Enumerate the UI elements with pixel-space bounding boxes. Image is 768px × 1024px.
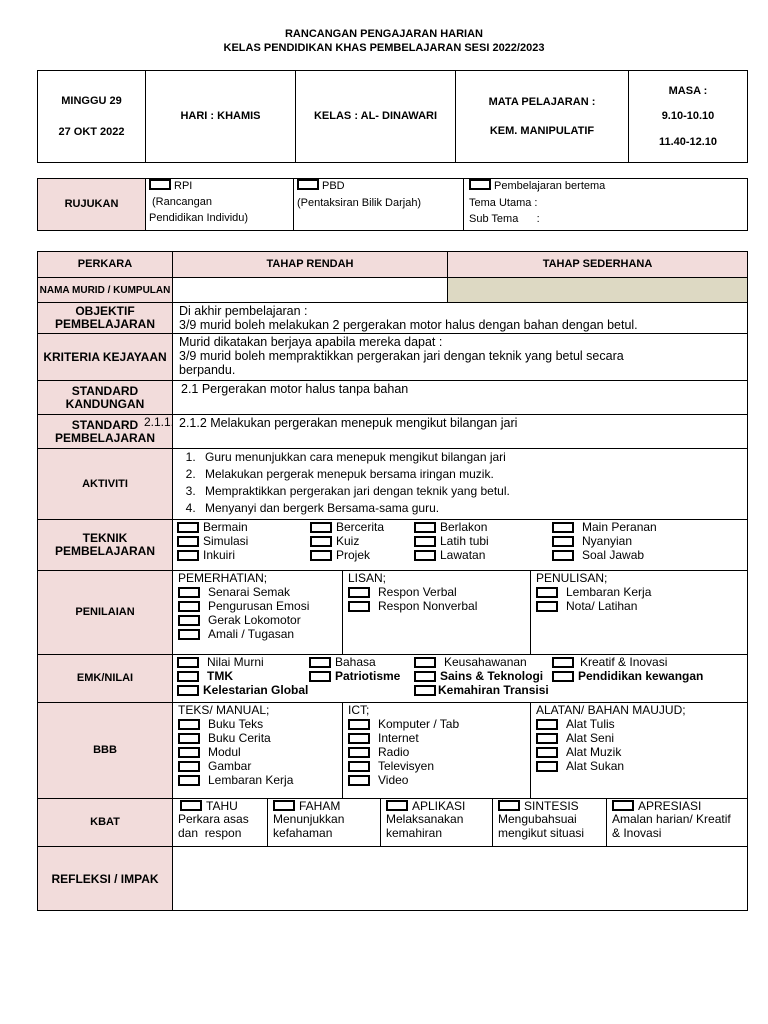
checkbox[interactable] [310,536,332,547]
kbat-head: APLIKASI [412,798,466,813]
kbat-desc-2: kefahaman [273,826,333,840]
alatan-col [531,703,691,798]
kbat-desc-2: kemahiran [386,826,443,840]
kbat-desc-1: Amalan harian/ Kreatif [612,812,731,826]
checkbox[interactable] [273,800,295,811]
kbat-content [173,799,748,847]
ict-item: Video [378,773,409,787]
lisan-head: LISAN; [348,571,387,585]
checkbox[interactable] [178,629,200,640]
aktiviti-list [173,449,747,517]
checkbox[interactable] [180,800,202,811]
rpi-desc-1: (Rancangan [152,196,212,208]
checkbox[interactable] [414,657,436,668]
pemerhatian-item: Amali / Tugasan [208,627,295,641]
checkbox[interactable] [414,522,436,533]
masa-cell [629,71,748,163]
penilaian-content [173,571,748,655]
teks-item: Buku Teks [208,717,264,731]
checkbox[interactable] [177,522,199,533]
teknik-item: Projek [336,548,371,562]
mata-pelajaran-label: MATA PELAJARAN : [488,95,596,108]
aktiviti-content [173,449,748,520]
checkbox[interactable] [178,587,200,598]
aktiviti-item: 4. Menyanyi dan bergerk Bersama-sama guru. [199,500,747,517]
ict-item: Internet [378,731,419,745]
kbat-desc-2: dan respon [178,826,242,840]
penilaian-label: PENILAIAN [38,571,173,655]
emk-item: Keusahawanan [444,655,527,669]
bertema-cell [464,179,748,231]
checkbox[interactable] [348,601,370,612]
kbat-desc-1: Melaksanakan [386,812,464,826]
checkbox[interactable] [498,800,520,811]
nama-murid-sederhana[interactable] [448,278,748,303]
kbat-desc-2: mengikut situasi [498,826,585,840]
kriteria-content [173,334,748,381]
kbat-head: TAHU [206,798,238,813]
sp-overlap: 2.1.1. [143,415,174,429]
teks-item: Modul [208,745,241,759]
checkbox[interactable] [348,587,370,598]
rpi-checkbox[interactable] [149,179,171,190]
objektif-line-2: 3/9 murid boleh melakukan 2 pergerakan motor halus dengan bahan dengan betul. [179,318,638,332]
kelas-cell [296,71,456,163]
perkara-header: PERKARA [38,252,173,278]
checkbox[interactable] [309,671,331,682]
rujukan-label: RUJUKAN [38,179,146,231]
checkbox[interactable] [177,671,199,682]
pemerhatian-head: PEMERHATIAN; [178,571,268,585]
ict-item: Televisyen [378,759,435,773]
aktiviti-item: 3. Mempraktikkan pergerakan jari dengan teknik yang betul. [199,483,747,500]
checkbox[interactable] [348,719,370,730]
teknik-item: Latih tubi [440,534,489,548]
ict-item: Komputer / Tab [378,717,460,731]
checkbox[interactable] [612,800,634,811]
penulisan-item: Lembaran Kerja [566,585,652,599]
checkbox[interactable] [414,685,436,696]
teknik-item: Inkuiri [203,548,236,562]
objektif-line-1: Di akhir pembelajaran : [179,304,308,318]
tema-utama: Tema Utama : [469,197,538,209]
bbb-content [173,703,748,799]
sk-content: 2.1 Pergerakan motor halus tanpa bahan [173,381,748,415]
emk-label: EMK/NILAI [38,655,173,703]
hari-cell [146,71,296,163]
teknik-col-1 [177,520,310,562]
checkbox[interactable] [177,685,199,696]
kbat-faham [268,799,381,846]
emk-content [173,655,748,703]
teknik-item: Main Peranan [582,520,657,534]
rpi-cell [146,179,294,231]
emk-item: Kemahiran Transisi [438,683,549,697]
emk-item: Sains & Teknologi [440,669,544,683]
pbd-desc: (Pentaksiran Bilik Darjah) [297,197,422,209]
checkbox[interactable] [310,522,332,533]
teks-head: TEKS/ MANUAL; [178,703,270,717]
kriteria-line-1: Murid dikatakan berjaya apabila mereka dapat : [179,335,443,349]
emk-item: Kreatif & Inovasi [580,655,668,669]
nama-murid-label: NAMA MURID / KUMPULAN [38,278,173,303]
emk-item: TMK [207,669,233,683]
checkbox[interactable] [552,536,574,547]
teknik-content [173,520,748,571]
lisan-item: Respon Verbal [378,585,457,599]
mata-pelajaran: KEM. MANIPULATIF [489,124,595,137]
teknik-col-3 [414,520,552,562]
kbat-tahu [173,799,268,846]
checkbox[interactable] [414,536,436,547]
tahap-rendah-header: TAHAP RENDAH [173,252,448,278]
kriteria-line-2: 3/9 murid boleh mempraktikkan pergerakan jari dengan teknik yang betul secara [179,349,624,363]
pbd-checkbox[interactable] [297,179,319,190]
penulisan-head: PENULISAN; [536,571,608,585]
kbat-head: APRESIASI [638,798,702,813]
teks-item: Lembaran Kerja [208,773,294,787]
checkbox[interactable] [177,536,199,547]
teks-item: Gambar [208,759,252,773]
masa-2: 11.40-12.10 [658,135,718,148]
checkbox[interactable] [414,550,436,561]
main-table [37,251,748,911]
kbat-apresiasi [607,799,736,846]
teks-item: Buku Cerita [208,731,271,745]
masa-label: MASA : [668,84,708,97]
teks-col [173,703,343,798]
pemerhatian-item: Senarai Semak [208,585,291,599]
alatan-item: Alat Sukan [566,759,625,773]
nama-murid-rendah[interactable] [173,278,448,303]
ict-col [343,703,531,798]
emk-item: Kelestarian Global [203,683,309,697]
penulisan-item: Nota/ Latihan [566,599,638,613]
teknik-item: Soal Jawab [582,548,645,562]
minggu-cell [38,71,146,163]
pbd-label: PBD [322,180,345,192]
kbat-desc-1: Menunjukkan [273,812,345,826]
mata-pelajaran-cell [456,71,629,163]
objektif-content [173,303,748,334]
checkbox[interactable] [178,615,200,626]
sp-label: STANDARD PEMBELAJARAN [54,417,155,445]
refleksi-label: REFLEKSI / IMPAK [38,847,173,911]
minggu: MINGGU 29 [61,94,122,107]
ict-head: ICT; [348,703,370,717]
teknik-item: Kuiz [336,534,360,548]
kelas: KELAS : AL- DINAWARI [313,110,438,123]
info-table [37,70,748,163]
checkbox[interactable] [552,657,574,668]
teknik-item: Lawatan [440,548,486,562]
checkbox[interactable] [552,671,574,682]
teknik-item: Simulasi [203,534,249,548]
checkbox[interactable] [177,657,199,668]
emk-item: Patriotisme [335,669,401,683]
checkbox[interactable] [536,719,558,730]
bbb-label: BBB [38,703,173,799]
doc-title-line1: RANCANGAN PENGAJARAN HARIAN [284,28,483,40]
alatan-item: Alat Seni [566,731,615,745]
aktiviti-item: 1. Guru menunjukkan cara menepuk mengikut bilangan jari [199,449,747,466]
rpi-desc-2: Pendidikan Individu) [149,212,249,224]
aktiviti-item: 2. Melakukan pergerak menepuk bersama iringan muzik. [199,466,747,483]
checkbox[interactable] [178,719,200,730]
rpi-label: RPI [174,180,193,192]
lisan-item: Respon Nonverbal [378,599,478,613]
checkbox[interactable] [552,550,574,561]
teknik-item: Bermain [203,520,248,534]
penulisan-col [531,571,656,654]
checkbox[interactable] [310,550,332,561]
refleksi-content[interactable] [173,847,748,911]
doc-title-line2: KELAS PENDIDIKAN KHAS PEMBELAJARAN SESI 2022/2023 [223,42,545,54]
checkbox[interactable] [178,761,200,772]
checkbox[interactable] [348,775,370,786]
sub-tema: Sub Tema : [469,213,540,225]
teknik-col-4 [552,520,657,562]
kbat-desc-2: & Inovasi [612,826,662,840]
checkbox[interactable] [178,747,200,758]
tarikh: 27 OKT 2022 [58,125,125,138]
emk-item: Bahasa [335,655,376,669]
kbat-aplikasi [381,799,493,846]
sp-label-cell [38,415,173,449]
aktiviti-label: AKTIVITI [38,449,173,520]
objektif-label: OBJEKTIF PEMBELAJARAN [38,303,173,334]
rujukan-table [37,178,748,231]
teknik-col-2 [310,520,414,562]
tahap-sederhana-header: TAHAP SEDERHANA [448,252,748,278]
ict-item: Radio [378,745,410,759]
pemerhatian-col [173,571,343,654]
checkbox[interactable] [178,733,200,744]
kriteria-line-3: berpandu. [179,363,236,377]
kriteria-label: KRITERIA KEJAYAAN [38,334,173,381]
emk-item: Pendidikan kewangan [578,669,704,683]
teknik-item: Berlakon [440,520,488,534]
checkbox[interactable] [178,775,200,786]
kbat-desc-1: Perkara asas [178,812,249,826]
kbat-head: FAHAM [299,798,341,813]
kbat-desc-1: Mengubahsuai [498,812,577,826]
masa-1: 9.10-10.10 [661,110,715,123]
teknik-item: Bercerita [336,520,385,534]
pemerhatian-item: Pengurusan Emosi [208,599,310,613]
bertema-label: Pembelajaran bertema [494,180,606,192]
teknik-item: Nyanyian [582,534,633,548]
checkbox[interactable] [309,657,331,668]
checkbox[interactable] [178,601,200,612]
sp-content: 2.1.2 Melakukan pergerakan menepuk mengikut bilangan jari [173,415,748,449]
sk-label: STANDARD KANDUNGAN [38,381,173,415]
checkbox[interactable] [348,761,370,772]
kbat-sintesis [493,799,607,846]
checkbox[interactable] [536,733,558,744]
checkbox[interactable] [536,587,558,598]
lisan-col [343,571,531,654]
alatan-item: Alat Tulis [566,717,615,731]
checkbox[interactable] [177,550,199,561]
kbat-label: KBAT [38,799,173,847]
checkbox[interactable] [348,747,370,758]
checkbox[interactable] [552,522,574,533]
checkbox[interactable] [386,800,408,811]
teknik-label: TEKNIK PEMBELAJARAN [38,520,173,571]
checkbox[interactable] [536,761,558,772]
pbd-cell [294,179,464,231]
checkbox[interactable] [536,601,558,612]
alatan-head: ALATAN/ BAHAN MAUJUD; [536,703,686,717]
alatan-item: Alat Muzik [566,745,622,759]
emk-item: Nilai Murni [207,655,264,669]
checkbox[interactable] [414,671,436,682]
bertema-checkbox[interactable] [469,179,491,190]
hari: HARI : KHAMIS [180,110,261,123]
pemerhatian-item: Gerak Lokomotor [208,613,301,627]
checkbox[interactable] [536,747,558,758]
kbat-head: SINTESIS [524,798,579,813]
checkbox[interactable] [348,733,370,744]
